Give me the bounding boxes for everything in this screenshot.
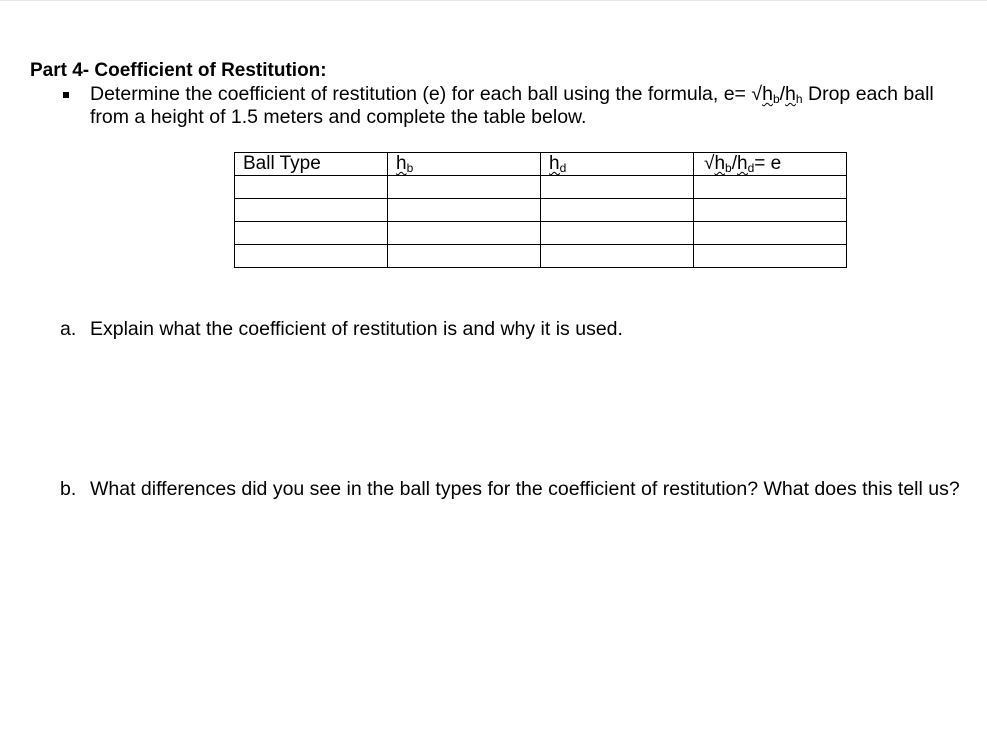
table-cell-empty[interactable] bbox=[388, 222, 541, 245]
table-cell-empty[interactable] bbox=[388, 199, 541, 222]
header-bounce-height-sub: b bbox=[406, 161, 414, 175]
table-body bbox=[235, 176, 847, 268]
table-cell-empty[interactable] bbox=[235, 176, 388, 199]
table-cell-empty[interactable] bbox=[541, 176, 694, 199]
header-ball-type: Ball Type bbox=[235, 153, 388, 176]
formula-denominator-base: h bbox=[785, 83, 796, 105]
header-formula-den bbox=[737, 153, 754, 174]
results-table bbox=[234, 152, 847, 268]
header-drop-height-sub: d bbox=[559, 161, 567, 175]
formula-slash: / bbox=[779, 83, 786, 105]
header-drop-height-base: h bbox=[549, 153, 560, 174]
header-drop-height bbox=[541, 153, 694, 176]
table-cell-empty[interactable] bbox=[694, 199, 847, 222]
table-row bbox=[235, 245, 847, 268]
header-formula-num bbox=[714, 153, 731, 174]
formula-denominator bbox=[785, 83, 803, 105]
instruction-text-before: Determine the coefficient of restitution (e) for each ball using the formula, e= √ bbox=[90, 83, 763, 105]
header-formula-den-sub: d bbox=[747, 161, 755, 175]
table-cell-empty[interactable] bbox=[541, 199, 694, 222]
table-row bbox=[235, 222, 847, 245]
table-cell-empty[interactable] bbox=[541, 222, 694, 245]
formula-numerator-base: h bbox=[762, 83, 773, 105]
table-header-row bbox=[235, 153, 847, 176]
header-formula-tail: = e bbox=[754, 153, 782, 174]
table-row bbox=[235, 176, 847, 199]
question-a bbox=[60, 318, 960, 341]
table-cell-empty[interactable] bbox=[541, 245, 694, 268]
bullet-square-icon bbox=[63, 92, 69, 98]
header-bounce-height bbox=[388, 153, 541, 176]
header-root-symbol: √ bbox=[704, 153, 715, 174]
instruction-text-after: Drop each ball from a height of 1.5 meters and complete the table below. bbox=[90, 83, 934, 128]
page-top-border bbox=[0, 0, 987, 1]
formula-denominator-sub: h bbox=[795, 92, 803, 106]
section-heading: Part 4- Coefficient of Restitution: bbox=[30, 60, 327, 81]
table-cell-empty[interactable] bbox=[235, 222, 388, 245]
header-bounce-height-base: h bbox=[396, 153, 407, 174]
header-bounce-height-symbol bbox=[396, 153, 413, 174]
table-cell-empty[interactable] bbox=[388, 176, 541, 199]
formula-numerator bbox=[762, 83, 780, 105]
table-cell-empty[interactable] bbox=[694, 176, 847, 199]
table-cell-empty[interactable] bbox=[694, 222, 847, 245]
header-formula-den-base: h bbox=[736, 153, 748, 174]
question-a-letter: a. bbox=[60, 318, 77, 340]
header-formula-slash: / bbox=[731, 153, 737, 174]
header-formula-num-sub: b bbox=[725, 161, 732, 175]
header-formula-num-base: h bbox=[714, 153, 726, 174]
table-cell-empty[interactable] bbox=[235, 199, 388, 222]
instruction-text bbox=[90, 83, 970, 129]
question-a-text: Explain what the coefficient of restitution is and why it is used. bbox=[90, 318, 623, 340]
table-cell-empty[interactable] bbox=[235, 245, 388, 268]
question-b bbox=[60, 478, 960, 501]
header-drop-height-symbol bbox=[549, 153, 566, 174]
table-cell-empty[interactable] bbox=[694, 245, 847, 268]
table-row bbox=[235, 199, 847, 222]
question-b-letter: b. bbox=[60, 478, 77, 500]
formula-numerator-sub: b bbox=[772, 92, 780, 106]
question-b-text: What differences did you see in the ball types for the coefficient of restitution? What does this tell us? bbox=[90, 478, 960, 500]
header-coefficient-formula bbox=[694, 153, 847, 176]
table-cell-empty[interactable] bbox=[388, 245, 541, 268]
